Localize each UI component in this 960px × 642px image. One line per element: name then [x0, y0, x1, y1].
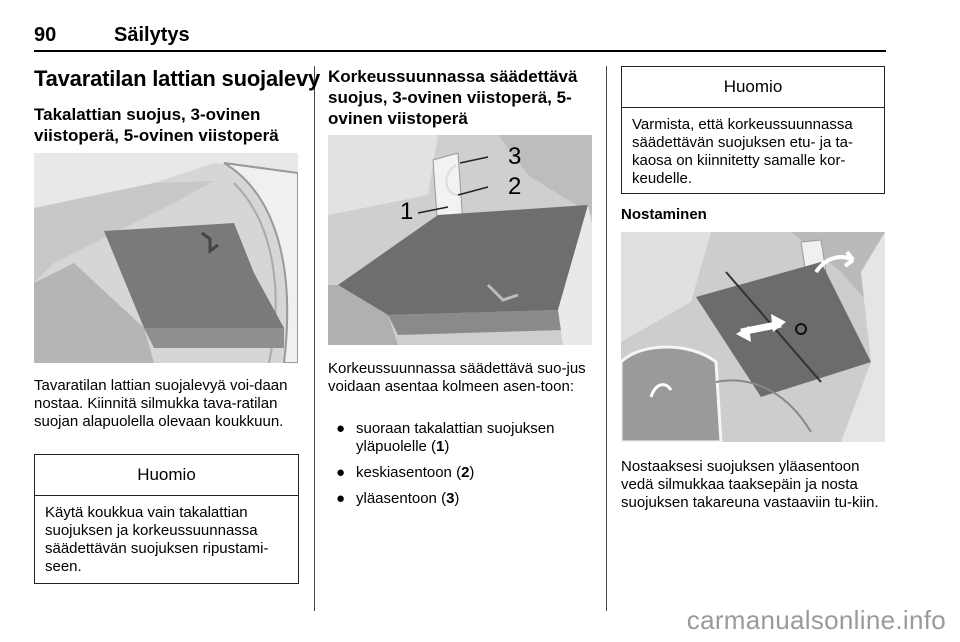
paragraph: Tavaratilan lattian suojalevyä voi-daan nostaa. Kiinnitä silmukka tava-ratilan suojan alapuolella olevaan koukkuun. — [34, 377, 288, 430]
section-title: Tavaratilan lattian suojalevy — [34, 66, 321, 91]
column-divider — [314, 66, 315, 611]
note-heading: Huomio — [622, 67, 884, 108]
note-box — [34, 454, 299, 584]
list-item: ● keskiasentoon (2) — [336, 464, 475, 481]
watermark: carmanualsonline.info — [686, 605, 946, 635]
column-divider — [606, 66, 607, 611]
subsection-title: Takalattian suojus, 3-ovinen viistoperä, 5-ovinen viistoperä — [34, 105, 279, 145]
note-text: Varmista, että korkeussuunnassa säädettävän suojuksen etu- ja ta-kaosa on kiinnitetty samalle kor-keudelle. — [632, 116, 853, 187]
subsection-title: Korkeussuunnassa säädettävä suojus, 3-ovinen viistoperä, 5-ovinen viistoperä — [328, 67, 578, 128]
chapter-title: Säilytys — [114, 24, 190, 46]
paragraph: Korkeussuunnassa säädettävä suo-jus voidaan asentaa kolmeen asen-toon: — [328, 360, 586, 395]
bullet-icon: ● — [336, 490, 346, 507]
callout-1: 1 — [400, 198, 414, 225]
callout-2: 2 — [508, 173, 522, 200]
header-rule — [34, 50, 886, 52]
list-item: ● yläasentoon (3) — [336, 490, 460, 507]
figure-adjustable-cover — [328, 135, 592, 345]
note-text: Käytä koukkua vain takalattian suojuksen ja korkeussuunnassa säädettävän suojuksen ripustami-seen. — [45, 504, 269, 575]
list-item: ● suoraan takalattian suojuksen yläpuolelle (1) — [336, 420, 555, 455]
callout-3: 3 — [508, 143, 522, 170]
paragraph: Nostaaksesi suojuksen yläasentoon vedä silmukkaa taaksepäin ja nosta suojuksen takareuna vastaaviin tu-kiin. — [621, 458, 879, 511]
figure-floor-cover — [34, 153, 298, 363]
figure-lifting — [621, 232, 885, 442]
note-box — [621, 66, 885, 194]
note-heading: Huomio — [35, 455, 298, 496]
page-number: 90 — [34, 24, 57, 46]
bullet-icon: ● — [336, 464, 346, 481]
position-list — [328, 420, 594, 516]
section-title: Nostaminen — [621, 206, 707, 223]
bullet-icon: ● — [336, 420, 346, 437]
